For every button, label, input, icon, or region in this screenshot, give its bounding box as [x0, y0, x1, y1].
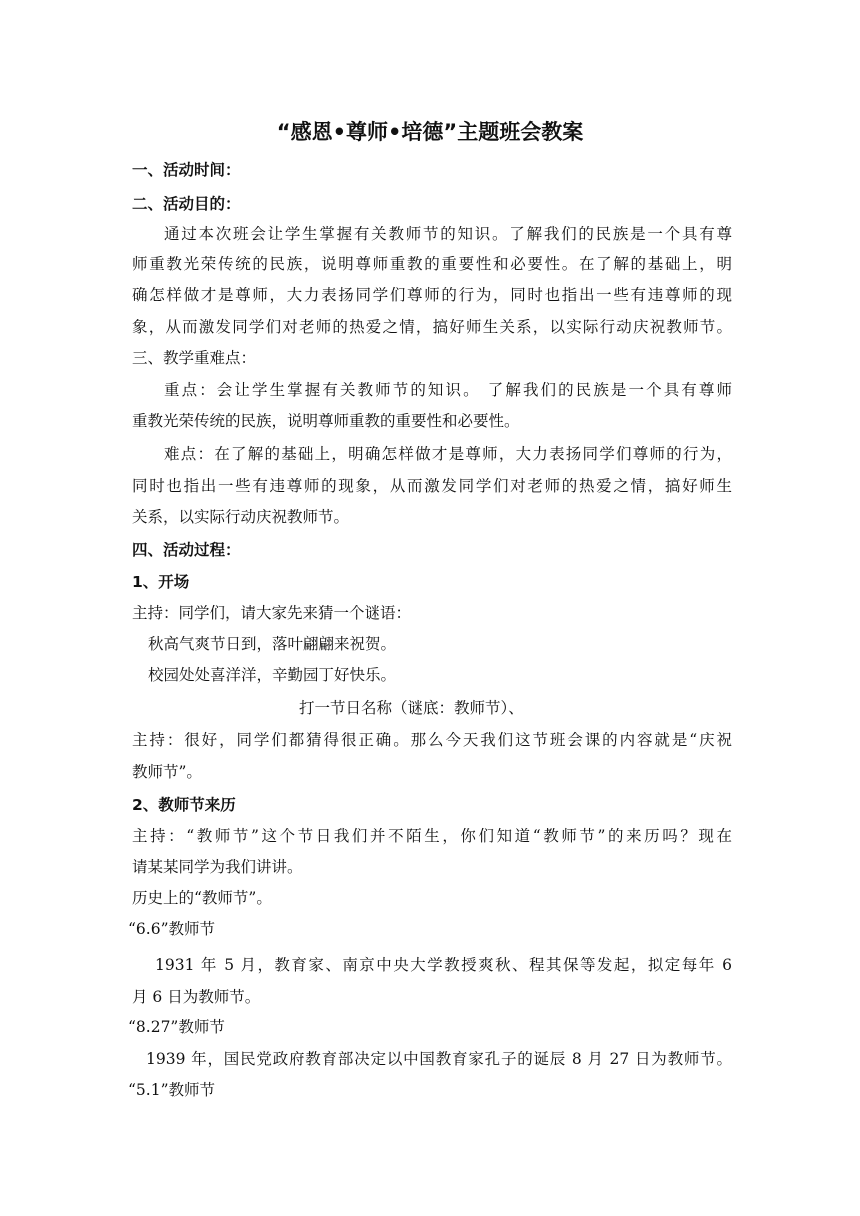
riddle-line: 秋高气爽节日到，落叶翩翩来祝贺。: [148, 635, 397, 653]
paragraph-line: 同时也指出一些有违尊师的现象，从而激发同学们对老师的热爱之情，搞好师生: [132, 477, 732, 495]
section-heading: 一、活动时间：: [132, 161, 241, 179]
riddle-line: 校园处处喜洋洋，辛勤园丁好快乐。: [148, 666, 397, 684]
paragraph-line: 请某某同学为我们讲讲。: [132, 858, 303, 876]
paragraph-line: “5.1”教师节: [128, 1081, 215, 1099]
paragraph-line: 教师节”。: [132, 763, 202, 781]
riddle-answer: 打一节日名称（谜底：教师节）、: [299, 699, 524, 717]
paragraph-line: “6.6”教师节: [128, 920, 215, 938]
section-heading: 二、活动目的：: [132, 195, 241, 213]
document-title: “感恩•尊师•培德”主题班会教案: [276, 120, 584, 144]
paragraph-line: 通过本次班会让学生掌握有关教师节的知识。了解我们的民族是一个具有尊: [164, 225, 732, 243]
paragraph-line: 1931 年 5 月，教育家、南京中央大学教授爽秋、程其保等发起，拟定每年 6: [155, 956, 732, 974]
paragraph-line: 重点：会让学生掌握有关教师节的知识。 了解我们的民族是一个具有尊师: [164, 381, 732, 399]
subsection-heading: 2、教师节来历: [132, 796, 236, 814]
paragraph-line: 历史上的“教师节”。: [132, 889, 272, 907]
paragraph-line: 主持：同学们，请大家先来猜一个谜语：: [132, 604, 412, 622]
paragraph-line: 确怎样做才是尊师，大力表扬同学们尊师的行为，同时也指出一些有违尊师的现: [132, 286, 732, 304]
paragraph-line: 主持：“教师节”这个节日我们并不陌生，你们知道“教师节”的来历吗？现在: [132, 827, 732, 845]
paragraph-line: 月 6 日为教师节。: [132, 988, 261, 1006]
subsection-heading: 1、开场: [132, 573, 190, 591]
paragraph-line: 重教光荣传统的民族，说明尊师重教的重要性和必要性。: [132, 412, 520, 430]
paragraph-line: “8.27”教师节: [128, 1018, 225, 1036]
section-heading: 三、教学重难点：: [132, 349, 257, 367]
paragraph-line: 难点：在了解的基础上，明确怎样做才是尊师，大力表扬同学们尊师的行为，: [164, 445, 732, 463]
paragraph-line: 主持：很好，同学们都猜得很正确。那么今天我们这节班会课的内容就是“庆祝: [132, 731, 732, 749]
paragraph-line: 象，从而激发同学们对老师的热爱之情，搞好师生关系，以实际行动庆祝教师节。: [132, 318, 732, 336]
paragraph-line: 关系，以实际行动庆祝教师节。: [132, 508, 350, 526]
paragraph-line: 师重教光荣传统的民族，说明尊师重教的重要性和必要性。在了解的基础上，明: [132, 255, 732, 273]
section-heading: 四、活动过程：: [132, 541, 241, 559]
paragraph-line: 1939 年，国民党政府教育部决定以中国教育家孔子的诞辰 8 月 27 日为教师节。: [146, 1050, 732, 1068]
